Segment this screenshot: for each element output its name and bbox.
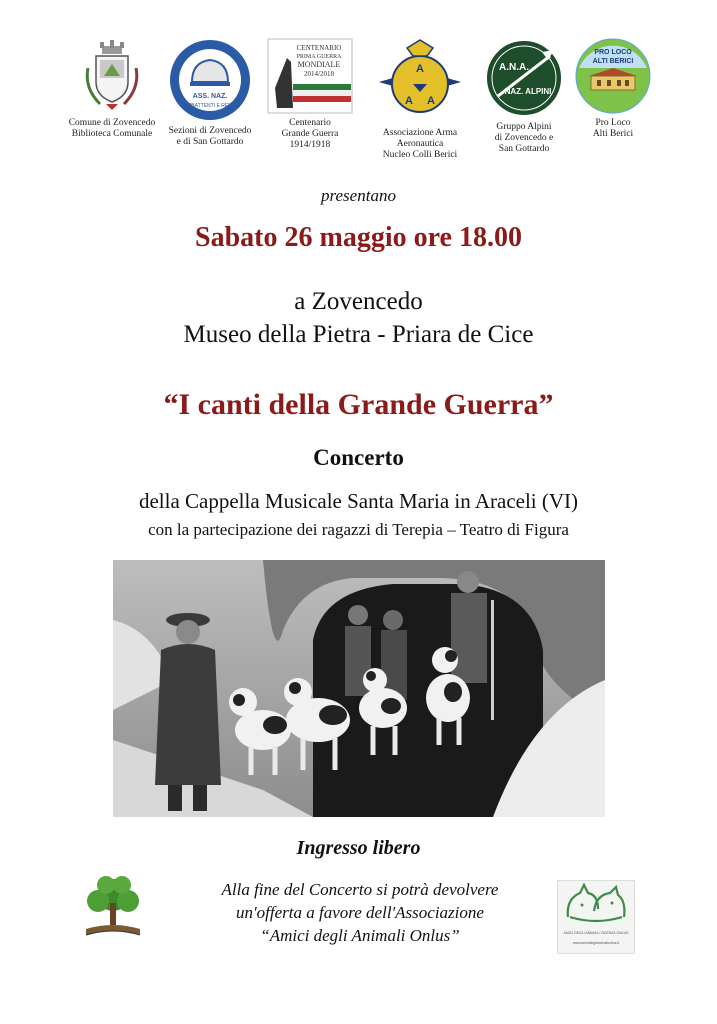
event-title: “I canti della Grande Guerra” bbox=[163, 388, 554, 421]
badge-text: ASS. NAZ. bbox=[192, 93, 228, 100]
badge-text: COMBATTENTI E REDUCI bbox=[179, 103, 241, 109]
logo-caption: Centenario Grande Guerra 1914/1918 bbox=[281, 118, 339, 150]
event-subtitle: Concerto bbox=[313, 445, 404, 470]
logo-row bbox=[0, 38, 717, 168]
cat-dog-icon bbox=[558, 881, 634, 931]
logo-caption: Pro Loco Alti Berici bbox=[592, 118, 634, 139]
badge-text: 2014/2018 bbox=[304, 70, 334, 78]
tree-book-logo bbox=[82, 873, 144, 946]
logo-caption: Comune di Zovencedo Biblioteca Comunale bbox=[68, 118, 156, 139]
logo-caption: Sezioni di Zovencedo e di San Gottardo bbox=[168, 126, 252, 147]
amici-animali-logo bbox=[557, 880, 635, 954]
closing-message bbox=[170, 878, 550, 947]
logo-comune-zovencedo bbox=[62, 38, 162, 140]
historic-photo bbox=[113, 560, 605, 817]
ass-naz-badge-icon bbox=[168, 38, 252, 122]
event-performer: della Cappella Musicale Santa Maria in Araceli (VI) bbox=[138, 489, 579, 513]
logo-centenario bbox=[262, 38, 358, 151]
pro-loco-badge-icon bbox=[575, 38, 651, 114]
alpini-badge-icon bbox=[484, 38, 564, 118]
logo-gruppo-alpini bbox=[476, 38, 572, 155]
badge-text: PRO LOCO bbox=[594, 49, 632, 56]
logo-arma-aeronautica bbox=[370, 38, 470, 161]
entry-info: Ingresso libero bbox=[296, 837, 421, 859]
event-location-line2: Museo della Pietra - Priara de Cice bbox=[183, 321, 534, 348]
tree-icon bbox=[82, 873, 144, 941]
logo-caption: Gruppo Alpini di Zovencedo e San Gottardo bbox=[494, 122, 554, 154]
closing-line: Alla fine del Concerto si potrà devolvere bbox=[221, 880, 499, 899]
badge-text: MONDIALE bbox=[297, 60, 341, 69]
badge-text: A bbox=[416, 63, 424, 75]
aeronautica-badge-icon bbox=[377, 38, 463, 124]
logo-pro-loco bbox=[570, 38, 656, 140]
closing-line: un'offerta a favore dell'Associazione bbox=[236, 903, 484, 922]
badge-text: A bbox=[405, 95, 413, 107]
centenario-badge-icon bbox=[267, 38, 353, 114]
sponsor-name: AMICI DEGLI ANIMALI VICENZA ONLUS bbox=[563, 931, 629, 935]
badge-text: ALTI BERICI bbox=[592, 58, 634, 65]
sponsor-url: www.amicideglianimalionlus.it bbox=[572, 941, 620, 945]
coat-of-arms-icon bbox=[82, 38, 142, 114]
badge-text: A bbox=[427, 95, 435, 107]
badge-text: A.N.A. bbox=[499, 62, 529, 73]
badge-text: PRIMA GUERRA bbox=[296, 54, 342, 60]
event-location-line1: a Zovencedo bbox=[294, 288, 423, 315]
logo-caption: Associazione Arma Aeronautica Nucleo Colli Berici bbox=[382, 128, 458, 160]
event-participation: con la partecipazione dei ragazzi di Terepia – Teatro di Figura bbox=[148, 520, 569, 539]
logo-ass-naz-combattenti bbox=[164, 38, 256, 148]
event-date: Sabato 26 maggio ore 18.00 bbox=[195, 222, 522, 253]
intro-text: presentano bbox=[321, 186, 396, 205]
badge-text: CENTENARIO bbox=[296, 44, 342, 52]
closing-line: “Amici degli Animali Onlus” bbox=[260, 926, 460, 945]
badge-text: NAZ. ALPINI bbox=[504, 87, 552, 96]
